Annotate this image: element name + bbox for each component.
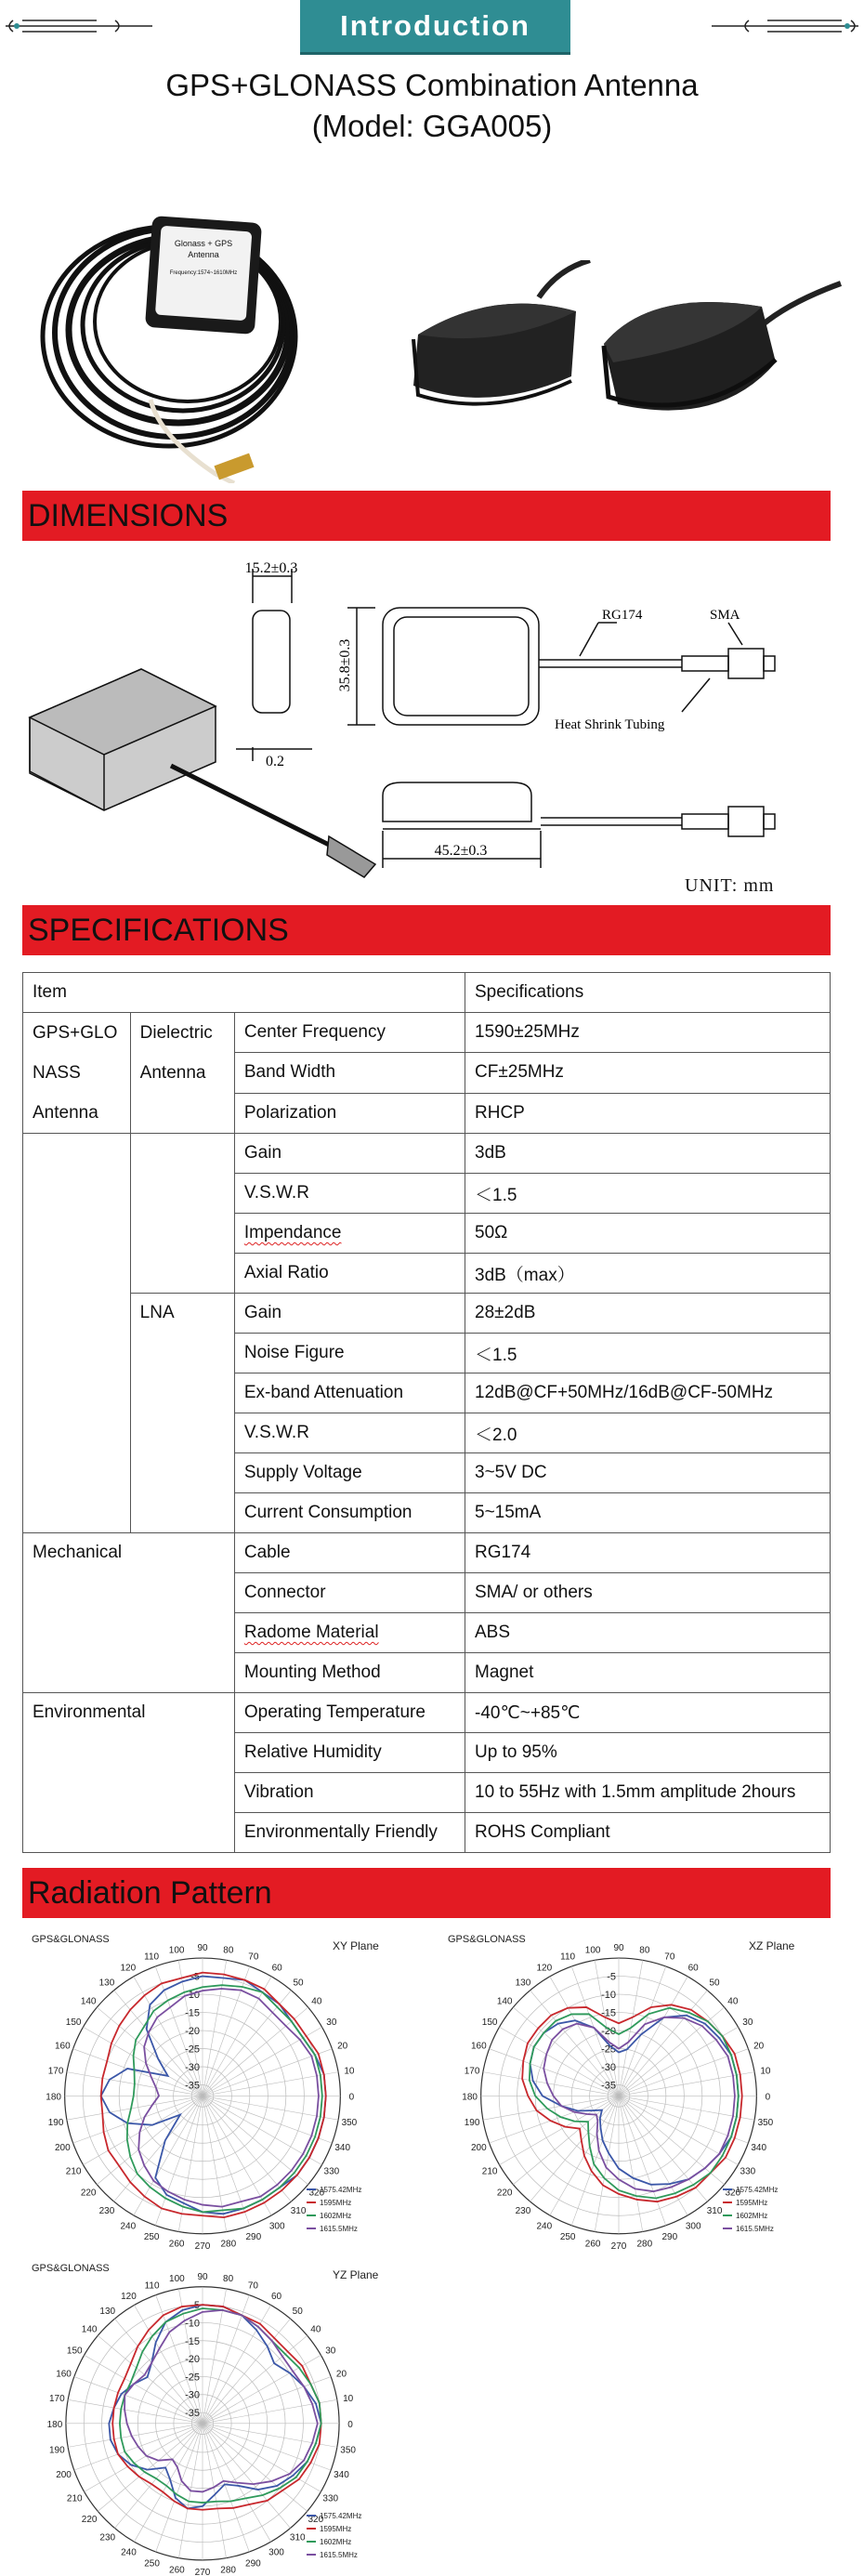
angle-tick-label: 250: [559, 2232, 576, 2243]
angle-tick-label: 190: [47, 2118, 64, 2129]
spec-name: Mounting Method: [234, 1653, 465, 1693]
legend-label: 1595MHz: [320, 2525, 352, 2533]
ring-tick-label: -5: [607, 1971, 616, 1983]
spec-name-impedance: Impendance: [243, 1223, 342, 1242]
angle-tick-label: 270: [194, 2567, 211, 2576]
ring-tick-label: -5: [190, 1971, 200, 1983]
spec-name: Connector: [234, 1573, 465, 1613]
angle-tick-label: 40: [727, 1996, 739, 2007]
spec-value: 12dB@CF+50MHz/16dB@CF-50MHz: [465, 1373, 831, 1413]
angle-tick-label: 310: [290, 2206, 307, 2217]
ring-tick-label: -20: [601, 2026, 616, 2038]
ring-tick-label: -35: [185, 2080, 200, 2092]
angle-tick-label: 140: [80, 1996, 97, 2007]
angle-tick-label: 260: [168, 2239, 185, 2250]
angle-tick-label: 300: [685, 2221, 701, 2232]
spec-value: -40℃~+85℃: [465, 1693, 831, 1733]
angle-tick-label: 340: [334, 2470, 349, 2481]
angle-tick-label: 280: [636, 2239, 653, 2250]
angle-tick-label: 230: [98, 2206, 115, 2217]
angle-tick-label: 100: [168, 1945, 185, 1956]
chart-label: GPS&GLONASS: [32, 2263, 110, 2274]
angle-tick-label: 330: [323, 2166, 340, 2177]
dim-gap-label: 0.2: [266, 754, 284, 769]
spec-table: [22, 972, 831, 1853]
angle-tick-label: 300: [268, 2547, 284, 2558]
angle-tick-label: 120: [536, 1963, 553, 1974]
spec-name: Relative Humidity: [234, 1733, 465, 1773]
dimension-drawing: [22, 552, 831, 914]
spec-name: Gain: [234, 1294, 465, 1334]
angle-tick-label: 120: [120, 1963, 137, 1974]
spec-name: V.S.W.R: [234, 1413, 465, 1453]
angle-tick-label: 70: [664, 1952, 675, 1963]
angle-tick-label: 140: [81, 2324, 98, 2335]
legend-label: 1615.5MHz: [320, 2551, 358, 2559]
angle-tick-label: 60: [271, 1963, 282, 1974]
group-gps: [23, 1013, 131, 1134]
ring-tick-label: -10: [601, 1990, 616, 2002]
dimensions-section-bar: DIMENSIONS: [22, 491, 831, 541]
left-decoration: [4, 13, 162, 39]
angle-tick-label: 140: [496, 1996, 513, 2007]
plane-title: XY Plane: [333, 1939, 379, 1952]
angle-tick-label: 80: [223, 2274, 234, 2285]
angle-tick-label: 160: [54, 2041, 71, 2052]
angle-tick-label: 20: [337, 2041, 348, 2052]
angle-tick-label: 270: [194, 2241, 211, 2250]
group-dielectric: [130, 1013, 234, 1134]
angle-tick-label: 20: [753, 2041, 765, 2052]
angle-tick-label: 90: [613, 1943, 624, 1954]
ring-tick-label: -15: [601, 2007, 616, 2019]
spec-value: RHCP: [465, 1093, 831, 1133]
angle-tick-label: 110: [560, 1952, 576, 1963]
spec-name: Band Width: [234, 1053, 465, 1093]
angle-tick-label: 170: [49, 2394, 65, 2405]
spec-name: Environmentally Friendly: [234, 1813, 465, 1853]
ring-tick-label: -25: [185, 2372, 200, 2384]
specifications-section-bar: SPECIFICATIONS: [22, 905, 831, 955]
angle-tick-label: 350: [340, 2445, 356, 2456]
legend-label: 1602MHz: [320, 2538, 352, 2546]
angle-tick-label: 50: [293, 1978, 304, 1989]
angle-tick-label: 40: [311, 1996, 322, 2007]
spec-value: 3~5V DC: [465, 1453, 831, 1493]
group-dielectric-line1: Dielectric: [139, 1023, 213, 1043]
spec-name: Gain: [234, 1134, 465, 1174]
angle-tick-label: 210: [66, 2493, 83, 2504]
ring-tick-label: -25: [185, 2044, 200, 2056]
spec-value: 5~15mA: [465, 1493, 831, 1533]
spec-name-radome: Radome Material: [243, 1623, 379, 1642]
angle-tick-label: 320: [308, 2515, 324, 2526]
angle-tick-label: 260: [584, 2239, 601, 2250]
group-gps-line2: NASS: [33, 1063, 81, 1083]
group-gps-line3: Antenna: [33, 1103, 98, 1123]
angle-tick-label: 200: [56, 2470, 72, 2481]
angle-tick-label: 20: [335, 2369, 347, 2380]
dim-width-label: 15.2±0.3: [244, 560, 298, 576]
angle-tick-label: 0: [347, 2419, 353, 2430]
ring-tick-label: -30: [185, 2389, 200, 2401]
unit-label: UNIT: mm: [685, 875, 775, 896]
spec-value: ABS: [465, 1613, 831, 1653]
yz-plane-plot: [28, 2258, 399, 2576]
header-item: Item: [23, 973, 465, 1013]
spec-value: RG174: [465, 1533, 831, 1573]
spec-value: 50Ω: [465, 1214, 831, 1254]
spec-name: Vibration: [234, 1773, 465, 1813]
angle-tick-label: 110: [144, 1952, 160, 1963]
header-spec: Specifications: [465, 973, 831, 1013]
angle-tick-label: 10: [760, 2066, 771, 2077]
angle-tick-label: 180: [46, 2419, 63, 2430]
tubing-label: Heat Shrink Tubing: [555, 717, 665, 732]
angle-tick-label: 0: [348, 2092, 355, 2103]
angle-tick-label: 250: [144, 2558, 160, 2569]
angle-tick-label: 240: [120, 2221, 137, 2232]
legend-label: 1575.42MHz: [320, 2512, 362, 2520]
angle-tick-label: 190: [464, 2118, 480, 2129]
angle-tick-label: 230: [515, 2206, 531, 2217]
table-row: [23, 1533, 831, 1573]
spec-name: [234, 1214, 465, 1254]
angle-tick-label: 80: [223, 1945, 234, 1956]
angle-tick-label: 30: [326, 2017, 337, 2029]
angle-tick-label: 220: [80, 2188, 97, 2199]
angle-tick-label: 310: [706, 2206, 723, 2217]
product-photo-side: [399, 260, 595, 409]
ring-tick-label: -10: [185, 1990, 200, 2002]
ring-tick-label: -5: [190, 2300, 200, 2312]
angle-tick-label: 170: [47, 2066, 64, 2077]
group-gps-line1: GPS+GLO: [33, 1023, 118, 1043]
ring-tick-label: -15: [185, 2335, 200, 2347]
angle-tick-label: 240: [121, 2547, 137, 2558]
angle-tick-label: 150: [66, 2346, 83, 2357]
angle-tick-label: 120: [121, 2292, 137, 2303]
page-title: [0, 65, 864, 147]
spec-value: CF±25MHz: [465, 1053, 831, 1093]
ring-tick-label: -25: [601, 2044, 616, 2056]
chart-label: GPS&GLONASS: [32, 1934, 110, 1945]
angle-tick-label: 130: [99, 2306, 116, 2317]
ring-tick-label: -30: [601, 2062, 616, 2074]
angle-tick-label: 100: [169, 2274, 185, 2285]
angle-tick-label: 160: [470, 2041, 487, 2052]
group-dielectric-line2: Antenna: [139, 1063, 206, 1083]
spec-value: Up to 95%: [465, 1733, 831, 1773]
photo-label-frequency: Frequency:1574~1610MHz: [169, 270, 238, 276]
angle-tick-label: 340: [334, 2143, 351, 2154]
angle-tick-label: 220: [81, 2515, 98, 2526]
angle-tick-label: 330: [740, 2166, 756, 2177]
cable-label: RG174: [602, 608, 643, 623]
angle-tick-label: 330: [322, 2493, 339, 2504]
spec-name: Center Frequency: [234, 1013, 465, 1053]
spec-name: V.S.W.R: [234, 1174, 465, 1214]
title-line-1: GPS+GLONASS Combination Antenna: [165, 68, 699, 102]
spec-value: 3dB: [465, 1134, 831, 1174]
angle-tick-label: 160: [56, 2369, 72, 2380]
spec-value: 3dB（max）: [465, 1254, 831, 1294]
angle-tick-label: 50: [709, 1978, 720, 1989]
angle-tick-label: 90: [197, 2271, 208, 2282]
spec-value: ＜1.5: [465, 1334, 831, 1373]
angle-tick-label: 110: [144, 2280, 160, 2292]
spec-name: Operating Temperature: [234, 1693, 465, 1733]
angle-tick-label: 350: [341, 2118, 358, 2129]
ring-tick-label: -20: [185, 2026, 200, 2038]
connector-label: SMA: [710, 608, 740, 623]
ring-tick-label: -15: [185, 2007, 200, 2019]
angle-tick-label: 280: [220, 2239, 237, 2250]
spec-name: Current Consumption: [234, 1493, 465, 1533]
angle-tick-label: 280: [220, 2565, 236, 2576]
spec-value: ROHS Compliant: [465, 1813, 831, 1853]
legend-label: 1575.42MHz: [736, 2186, 779, 2194]
angle-tick-label: 290: [661, 2232, 678, 2243]
photo-label-subtitle: Antenna: [188, 250, 219, 259]
angle-tick-label: 130: [98, 1978, 115, 1989]
angle-tick-label: 70: [247, 2280, 258, 2292]
angle-tick-label: 10: [344, 2066, 355, 2077]
angle-tick-label: 150: [481, 2017, 498, 2029]
angle-tick-label: 60: [687, 1963, 699, 1974]
ring-tick-label: -35: [185, 2408, 200, 2420]
legend-label: 1595MHz: [736, 2199, 768, 2207]
angle-tick-label: 270: [610, 2241, 627, 2250]
spec-name: [234, 1613, 465, 1653]
spec-value: 28±2dB: [465, 1294, 831, 1334]
table-row: [23, 1294, 831, 1334]
spec-value: ＜1.5: [465, 1174, 831, 1214]
angle-tick-label: 210: [481, 2166, 498, 2177]
product-photo-angle: [595, 279, 845, 437]
angle-tick-label: 10: [343, 2394, 354, 2405]
radiation-section-bar: Radiation Pattern: [22, 1868, 831, 1918]
angle-tick-label: 350: [757, 2118, 774, 2129]
spec-value: 1590±25MHz: [465, 1013, 831, 1053]
angle-tick-label: 200: [470, 2143, 487, 2154]
legend-label: 1595MHz: [320, 2199, 352, 2207]
angle-tick-label: 260: [169, 2565, 185, 2576]
spec-name: Cable: [234, 1533, 465, 1573]
product-photo-cable: [39, 177, 318, 483]
xy-plane-plot: [28, 1929, 399, 2250]
angle-tick-label: 130: [515, 1978, 531, 1989]
angle-tick-label: 50: [292, 2306, 303, 2317]
xz-plane-plot: [444, 1929, 816, 2250]
angle-tick-label: 190: [49, 2445, 65, 2456]
spec-value: Magnet: [465, 1653, 831, 1693]
ring-tick-label: -20: [185, 2354, 200, 2366]
group-mechanical: Mechanical: [23, 1533, 235, 1693]
angle-tick-label: 240: [536, 2221, 553, 2232]
angle-tick-label: 220: [496, 2188, 513, 2199]
angle-tick-label: 90: [197, 1943, 208, 1954]
table-row: [23, 1693, 831, 1733]
right-decoration: [702, 13, 860, 39]
series-line: [112, 2305, 321, 2510]
angle-tick-label: 310: [289, 2532, 306, 2543]
angle-tick-label: 150: [65, 2017, 82, 2029]
angle-tick-label: 320: [308, 2188, 325, 2199]
angle-tick-label: 30: [742, 2017, 753, 2029]
legend-label: 1575.42MHz: [320, 2186, 362, 2194]
angle-tick-label: 170: [464, 2066, 480, 2077]
angle-tick-label: 290: [245, 2558, 261, 2569]
table-row: [23, 1134, 831, 1174]
angle-tick-label: 70: [248, 1952, 259, 1963]
ring-tick-label: -10: [185, 2318, 200, 2330]
angle-tick-label: 0: [765, 2092, 771, 2103]
table-row: [23, 973, 831, 1013]
ring-tick-label: -30: [185, 2062, 200, 2074]
angle-tick-label: 210: [65, 2166, 82, 2177]
legend-label: 1615.5MHz: [736, 2225, 774, 2233]
angle-tick-label: 60: [270, 2292, 282, 2303]
chart-label: GPS&GLONASS: [448, 1934, 526, 1945]
spec-name: Noise Figure: [234, 1334, 465, 1373]
angle-tick-label: 180: [462, 2092, 478, 2103]
angle-tick-label: 290: [245, 2232, 262, 2243]
group-empty: [23, 1134, 131, 1533]
legend-label: 1602MHz: [320, 2212, 352, 2220]
angle-tick-label: 30: [325, 2346, 336, 2357]
table-row: [23, 1013, 831, 1053]
title-line-2: (Model: GGA005): [311, 109, 553, 143]
angle-tick-label: 320: [725, 2188, 741, 2199]
angle-tick-label: 40: [310, 2324, 321, 2335]
angle-tick-label: 200: [54, 2143, 71, 2154]
angle-tick-label: 340: [751, 2143, 767, 2154]
group-environmental: Environmental: [23, 1693, 235, 1853]
photo-label-title: Glonass + GPS: [174, 239, 233, 248]
spec-value: 10 to 55Hz with 1.5mm amplitude 2hours: [465, 1773, 831, 1813]
group-lna: LNA: [130, 1294, 234, 1533]
plane-title: XZ Plane: [749, 1939, 795, 1952]
spec-name: Ex-band Attenuation: [234, 1373, 465, 1413]
spec-name: Polarization: [234, 1093, 465, 1133]
introduction-tab: Introduction: [300, 0, 570, 55]
angle-tick-label: 230: [99, 2532, 116, 2543]
legend-label: 1615.5MHz: [320, 2225, 358, 2233]
dim-length-label: 45.2±0.3: [434, 843, 488, 859]
spec-name: Supply Voltage: [234, 1453, 465, 1493]
angle-tick-label: 300: [268, 2221, 285, 2232]
angle-tick-label: 250: [143, 2232, 160, 2243]
plane-title: YZ Plane: [333, 2268, 379, 2281]
spec-value: SMA/ or others: [465, 1573, 831, 1613]
spec-value: ＜2.0: [465, 1413, 831, 1453]
group-antenna-blank: [130, 1134, 234, 1294]
angle-tick-label: 180: [46, 2092, 61, 2103]
ring-tick-label: -35: [601, 2080, 616, 2092]
dim-height-label: 35.8±0.3: [337, 638, 353, 692]
angle-tick-label: 100: [584, 1945, 601, 1956]
spec-name: Axial Ratio: [234, 1254, 465, 1294]
legend-label: 1602MHz: [736, 2212, 768, 2220]
angle-tick-label: 80: [639, 1945, 650, 1956]
